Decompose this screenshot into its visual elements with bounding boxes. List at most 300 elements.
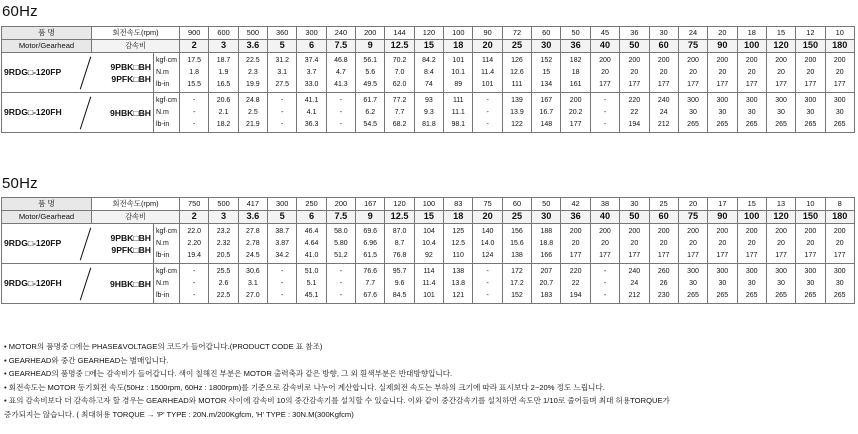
torque-value: 46.4 (304, 227, 319, 235)
torque-value: 51.0 (304, 267, 319, 275)
torque-value: 56.1 (363, 56, 378, 64)
torque-value: 200 (833, 56, 846, 64)
product-name-header: 품 명 (2, 27, 92, 40)
torque-value: 200 (716, 56, 729, 64)
model-cell (2, 53, 154, 93)
torque-value: - (603, 279, 607, 287)
torque-value: 200 (599, 56, 611, 64)
torque-value: 68.2 (392, 120, 407, 128)
torque-value: 110 (452, 251, 464, 259)
torque-cell (766, 53, 795, 93)
speed-cell: 50 (532, 198, 561, 211)
torque-value: 200 (833, 227, 846, 235)
torque-cell (678, 93, 707, 133)
torque-value: 114 (423, 267, 435, 275)
torque-cell (678, 264, 707, 304)
speed-cell: 50 (561, 27, 590, 40)
torque-value: 87.0 (392, 227, 407, 235)
torque-value: 2.20 (187, 239, 201, 247)
speed-cell: 167 (356, 198, 385, 211)
torque-value: - (486, 291, 489, 299)
speed-cell: 417 (238, 198, 267, 211)
ratio-cell: 2 (180, 211, 209, 224)
torque-value: 2.1 (218, 108, 229, 116)
speed-cell: 360 (268, 27, 297, 40)
torque-value: 125 (452, 227, 465, 235)
torque-value: - (281, 96, 284, 104)
torque-value: 200 (775, 227, 787, 235)
torque-value: 7.7 (365, 279, 376, 287)
torque-value: 200 (775, 56, 787, 64)
torque-value: 265 (833, 120, 846, 128)
ratio-cell: 20 (473, 211, 502, 224)
torque-value: 300 (833, 96, 846, 104)
torque-value: 230 (657, 291, 670, 299)
slash-divider (81, 229, 91, 259)
torque-value: 22.0 (187, 227, 201, 235)
torque-value: 81.8 (422, 120, 436, 128)
ratio-cell: 25 (502, 40, 531, 53)
torque-cell (766, 264, 795, 304)
torque-cell (620, 224, 649, 264)
torque-value: 200 (687, 56, 699, 64)
torque-cell (649, 264, 678, 304)
torque-value: 58.0 (334, 227, 348, 235)
torque-value: 38.7 (275, 227, 290, 235)
torque-value: - (281, 267, 284, 275)
torque-value: 200 (599, 227, 611, 235)
torque-value: 126 (511, 56, 523, 64)
torque-cell (297, 224, 326, 264)
torque-value: 167 (540, 96, 553, 104)
torque-value: 45.1 (304, 291, 319, 299)
torque-value: 19.9 (246, 80, 260, 88)
torque-value: 61.7 (363, 96, 378, 104)
torque-cell (766, 224, 795, 264)
torque-value: 265 (687, 291, 699, 299)
unit-labels (154, 93, 180, 133)
ratio-cell: 18 (444, 211, 473, 224)
footnote: • GEARHEAD와 중간 GEARHEAD는 별매입니다. (4, 355, 169, 365)
torque-value: 37.4 (304, 56, 319, 64)
torque-value: 265 (804, 291, 817, 299)
torque-cell (209, 93, 238, 133)
torque-value: 104 (423, 227, 435, 235)
ratio-cell: 5 (268, 40, 297, 53)
unit-label: N.m (156, 279, 169, 287)
torque-value: 20 (806, 239, 815, 247)
torque-value: 300 (687, 267, 699, 275)
torque-value: 13.8 (451, 279, 466, 287)
torque-cell (268, 264, 297, 304)
speed-cell: 300 (297, 27, 326, 40)
ratio-cell: 25 (502, 211, 531, 224)
torque-value: 30 (718, 279, 727, 287)
torque-cell (326, 53, 355, 93)
torque-cell (356, 224, 385, 264)
model-cell (2, 93, 154, 133)
torque-value: 67.6 (363, 291, 378, 299)
torque-value: 177 (716, 251, 729, 259)
torque-value: 30 (835, 279, 844, 287)
torque-cell (649, 93, 678, 133)
speed-header: 회전속도(rpm) (92, 198, 180, 211)
torque-value: 4.64 (304, 239, 319, 247)
torque-value: 49.5 (363, 80, 378, 88)
torque-cell (414, 264, 443, 304)
torque-value: - (339, 108, 343, 116)
spec-table (1, 26, 855, 133)
speed-cell: 100 (444, 27, 473, 40)
torque-value: 13.9 (510, 108, 524, 116)
ratio-cell: 36 (561, 211, 590, 224)
torque-value: 265 (687, 120, 699, 128)
model-cell (2, 224, 154, 264)
torque-value: - (193, 279, 196, 287)
torque-value: 41.1 (304, 96, 319, 104)
torque-cell (444, 224, 473, 264)
torque-value: 2.5 (247, 108, 258, 116)
torque-value: 20 (601, 239, 609, 247)
torque-cell (708, 93, 737, 133)
ratio-cell: 36 (561, 40, 590, 53)
torque-cell (385, 53, 414, 93)
torque-value: 20 (630, 68, 639, 76)
torque-value: 177 (628, 251, 641, 259)
unit-label: lb-in (156, 80, 170, 88)
gearhead-model: 9PFK□BH (111, 73, 151, 84)
ratio-header: 감속비 (92, 40, 180, 53)
torque-value: 89 (454, 80, 463, 88)
torque-cell (561, 224, 590, 264)
speed-cell: 90 (473, 27, 502, 40)
torque-cell (796, 224, 825, 264)
torque-value: 20 (689, 68, 697, 76)
torque-value: 20 (718, 68, 727, 76)
torque-value: 18.8 (539, 239, 554, 247)
torque-cell (796, 53, 825, 93)
ratio-cell: 3 (209, 211, 238, 224)
torque-cell (473, 224, 502, 264)
torque-value: 84.2 (422, 56, 436, 64)
torque-value: 19.4 (187, 251, 201, 259)
speed-cell: 20 (678, 198, 707, 211)
ratio-cell: 20 (473, 40, 502, 53)
torque-value: 265 (716, 120, 729, 128)
torque-value: - (193, 291, 196, 299)
torque-value: - (281, 279, 284, 287)
torque-cell (326, 224, 355, 264)
speed-cell: 24 (678, 27, 707, 40)
torque-value: 220 (569, 267, 582, 275)
torque-value: 9.3 (424, 108, 434, 116)
torque-value: 9.6 (394, 279, 405, 287)
torque-value: 21.9 (246, 120, 260, 128)
torque-value: 138 (452, 267, 465, 275)
torque-value: 15.6 (510, 239, 524, 247)
speed-cell: 17 (708, 198, 737, 211)
torque-value: 4.1 (306, 108, 317, 116)
torque-value: 11.1 (451, 108, 465, 116)
torque-value: 22.5 (246, 56, 260, 64)
motor-model: 9RDG□-120FP (4, 66, 62, 77)
torque-value: 3.1 (247, 279, 258, 287)
torque-value: 24 (630, 279, 639, 287)
gearhead-model: 9PBK□BH (110, 232, 151, 243)
torque-value: 265 (745, 291, 758, 299)
torque-cell (297, 53, 326, 93)
torque-value: - (281, 120, 284, 128)
torque-value: 177 (775, 251, 787, 259)
torque-value: 6.96 (363, 239, 378, 247)
motor-gearhead-header: Motor/Gearhead (2, 211, 92, 224)
ratio-header: 감속비 (92, 211, 180, 224)
torque-value: 300 (833, 267, 846, 275)
torque-value: 41.3 (334, 80, 348, 88)
torque-value: - (486, 120, 489, 128)
torque-value: 41.0 (304, 251, 319, 259)
torque-value: 18.2 (216, 120, 231, 128)
torque-value: 30 (835, 108, 844, 116)
torque-value: 265 (833, 291, 846, 299)
ratio-cell: 12.5 (385, 40, 414, 53)
torque-value: 46.8 (334, 56, 348, 64)
torque-value: - (486, 96, 489, 104)
torque-value: 54.5 (363, 120, 378, 128)
unit-label: N.m (156, 108, 169, 116)
motor-gearhead-header: Motor/Gearhead (2, 40, 92, 53)
ratio-cell: 90 (708, 211, 737, 224)
torque-cell (825, 93, 854, 133)
torque-cell (590, 264, 619, 304)
ratio-cell: 50 (620, 40, 649, 53)
torque-value: 207 (540, 267, 553, 275)
torque-cell (326, 93, 355, 133)
torque-value: 27.8 (246, 227, 260, 235)
torque-value: - (603, 96, 607, 104)
torque-cell (766, 93, 795, 133)
torque-value: 300 (775, 96, 787, 104)
unit-label: kgf·cm (156, 267, 177, 275)
torque-cell (473, 264, 502, 304)
torque-value: - (193, 267, 196, 275)
torque-cell (678, 224, 707, 264)
unit-label: kgf·cm (156, 56, 177, 64)
torque-value: 24 (659, 108, 668, 116)
torque-value: 1.9 (218, 68, 229, 76)
torque-cell (268, 93, 297, 133)
gearhead-models (110, 232, 151, 256)
torque-cell (737, 93, 766, 133)
torque-value: 300 (745, 267, 758, 275)
speed-cell: 240 (326, 27, 355, 40)
gearhead-model: 9HBK□BH (109, 278, 151, 289)
ratio-cell: 40 (590, 40, 619, 53)
torque-value: 111 (511, 80, 523, 88)
torque-cell (561, 93, 590, 133)
torque-cell (268, 224, 297, 264)
torque-value: 5.1 (306, 279, 317, 287)
torque-cell (180, 93, 209, 133)
torque-value: 194 (628, 120, 641, 128)
torque-cell (414, 53, 443, 93)
torque-cell (708, 264, 737, 304)
ratio-cell: 15 (414, 211, 443, 224)
slash-divider (81, 269, 91, 299)
torque-value: 265 (775, 291, 787, 299)
torque-value: 2.6 (218, 279, 229, 287)
torque-value: 27.0 (246, 291, 260, 299)
torque-value: 11.4 (422, 279, 436, 287)
footnotes (4, 340, 854, 421)
torque-value: 18.7 (216, 56, 231, 64)
torque-value: 93 (425, 96, 433, 104)
torque-value: 11.4 (481, 68, 495, 76)
torque-cell (825, 53, 854, 93)
torque-value: 177 (569, 251, 582, 259)
ratio-cell: 75 (678, 211, 707, 224)
torque-cell (649, 53, 678, 93)
torque-cell (825, 264, 854, 304)
unit-label: N.m (156, 239, 169, 247)
torque-cell (385, 224, 414, 264)
torque-value: 51.2 (334, 251, 348, 259)
speed-cell: 83 (444, 198, 473, 211)
torque-value: 260 (657, 267, 670, 275)
torque-value: 200 (745, 56, 758, 64)
torque-value: 200 (687, 227, 699, 235)
speed-cell: 72 (502, 27, 531, 40)
torque-value: 200 (804, 56, 817, 64)
torque-value: 20 (718, 239, 727, 247)
torque-value: 101 (481, 80, 494, 88)
speed-cell: 75 (473, 198, 502, 211)
torque-cell (532, 93, 561, 133)
speed-cell: 10 (825, 27, 854, 40)
speed-cell: 36 (620, 27, 649, 40)
speed-cell: 200 (356, 27, 385, 40)
torque-value: - (339, 279, 343, 287)
torque-value: 2.32 (216, 239, 231, 247)
torque-value: 300 (745, 96, 758, 104)
torque-value: 30 (806, 108, 815, 116)
torque-value: - (486, 279, 489, 287)
speed-cell: 25 (649, 198, 678, 211)
torque-value: 25.5 (216, 267, 231, 275)
speed-cell: 38 (590, 198, 619, 211)
torque-cell (561, 264, 590, 304)
torque-value: 138 (511, 251, 523, 259)
torque-value: 20 (777, 68, 785, 76)
torque-value: - (603, 120, 607, 128)
torque-cell (209, 264, 238, 304)
motor-model: 9RDG□-120FH (4, 277, 62, 288)
unit-label: kgf·cm (156, 227, 177, 235)
torque-value: 69.6 (363, 227, 378, 235)
torque-cell (649, 224, 678, 264)
torque-value: 20 (630, 239, 639, 247)
unit-labels (154, 53, 180, 93)
torque-value: 30 (806, 279, 815, 287)
torque-value: 177 (657, 251, 670, 259)
gearhead-models (110, 61, 151, 85)
torque-value: 300 (716, 267, 729, 275)
torque-value: 177 (569, 120, 582, 128)
torque-value: 177 (716, 80, 729, 88)
torque-value: 177 (657, 80, 670, 88)
torque-value: 84.5 (392, 291, 407, 299)
ratio-cell: 12.5 (385, 211, 414, 224)
torque-value: 101 (423, 291, 435, 299)
torque-value: 24.5 (246, 251, 260, 259)
torque-value: 265 (804, 120, 817, 128)
speed-cell: 120 (414, 27, 443, 40)
ratio-cell: 30 (532, 211, 561, 224)
torque-value: 166 (540, 251, 553, 259)
torque-value: 30 (718, 108, 727, 116)
torque-cell (590, 93, 619, 133)
torque-value: 20 (659, 68, 668, 76)
speed-cell: 300 (268, 198, 297, 211)
torque-cell (238, 93, 267, 133)
ratio-cell: 2 (180, 40, 209, 53)
torque-value: 134 (540, 80, 553, 88)
torque-cell (561, 53, 590, 93)
torque-value: - (281, 108, 284, 116)
torque-value: 140 (481, 227, 494, 235)
torque-cell (737, 53, 766, 93)
torque-cell (209, 224, 238, 264)
speed-cell: 45 (590, 27, 619, 40)
ratio-cell: 9 (356, 211, 385, 224)
torque-value: 3.87 (275, 239, 290, 247)
slash-divider (81, 98, 91, 128)
torque-value: 30 (689, 108, 697, 116)
torque-value: 15.5 (187, 80, 201, 88)
torque-value: 5.6 (365, 68, 376, 76)
torque-value: 4.7 (336, 68, 346, 76)
footnote: • GEARHEAD의 품명중 □에는 감속비가 들어갑니다. 색이 칠해진 부분은 MOTOR 출력축과 같은 방향, 그 외 흰색부분은 반대방향입니다. (4, 369, 453, 378)
torque-value: 200 (804, 227, 817, 235)
torque-value: 114 (482, 56, 494, 64)
ratio-cell: 5 (268, 211, 297, 224)
torque-value: 265 (775, 120, 787, 128)
torque-cell (385, 93, 414, 133)
torque-cell (502, 93, 531, 133)
torque-value: 24.8 (246, 96, 260, 104)
speed-cell: 500 (209, 198, 238, 211)
torque-cell (796, 264, 825, 304)
torque-value: 300 (804, 96, 817, 104)
torque-value: 139 (511, 96, 523, 104)
torque-value: 194 (569, 291, 582, 299)
ratio-cell: 180 (825, 211, 854, 224)
torque-cell (385, 264, 414, 304)
torque-cell (209, 53, 238, 93)
torque-cell (590, 224, 619, 264)
torque-value: 20 (777, 239, 785, 247)
torque-value: 152 (511, 291, 523, 299)
ratio-cell: 7.5 (326, 211, 355, 224)
ratio-cell: 150 (796, 40, 825, 53)
torque-cell (414, 93, 443, 133)
torque-value: 20.7 (539, 279, 554, 287)
torque-value: 122 (511, 120, 523, 128)
footnote: • MOTOR의 품명중 □에는 PHASE&VOLTAGE의 코드가 들어갑니다.(PRODUCT CODE 표 참조) (4, 342, 323, 351)
ratio-cell: 120 (766, 211, 795, 224)
unit-label: kgf·cm (156, 96, 177, 104)
torque-value: 240 (657, 96, 670, 104)
